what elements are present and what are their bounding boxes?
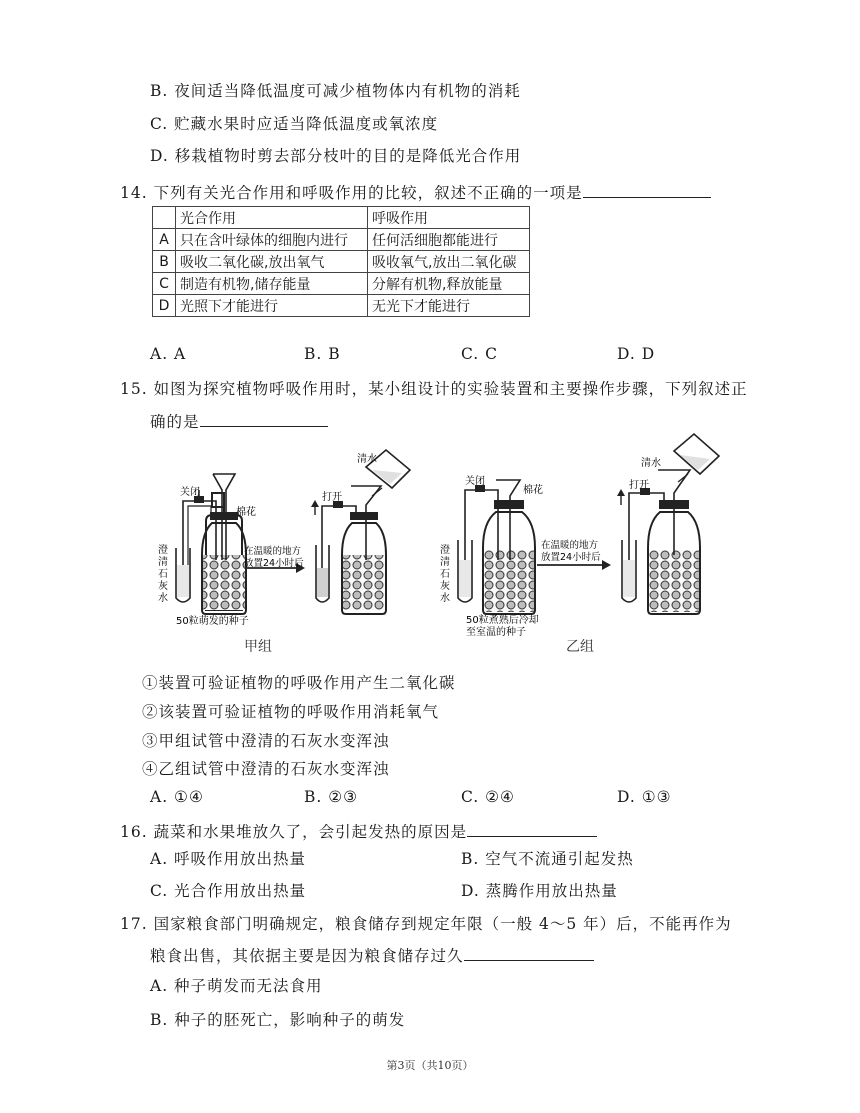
label-seeds-b-1: 50粒煮熟后冷却 [466, 615, 539, 626]
label-cotton: 棉花 [236, 507, 256, 518]
svg-text:石: 石 [440, 569, 450, 580]
q13-option-d: D. 移栽植物时剪去部分枝叶的目的是降低光合作用 [150, 147, 522, 165]
q15-stem-line1: 15. 如图为探究植物呼吸作用时，某小组设计的实验装置和主要操作步骤，下列叙述正 [120, 380, 748, 398]
q16-stem: 16. 蔬菜和水果堆放久了，会引起发热的原因是 [120, 820, 597, 842]
svg-text:清: 清 [158, 557, 168, 568]
label-arrow-b-2: 放置24小时后 [541, 552, 601, 563]
q15-statement-3: ③甲组试管中澄清的石灰水变浑浊 [142, 732, 390, 750]
q15-option-a: A. ①④ [150, 788, 204, 806]
q14-option-b: B. B [304, 345, 341, 363]
q16-option-d: D. 蒸腾作用放出热量 [461, 882, 618, 900]
svg-text:灰: 灰 [158, 581, 168, 592]
svg-text:澄: 澄 [158, 545, 168, 556]
table-header-row: 光合作用 呼吸作用 [153, 207, 530, 229]
table-row: C 制造有机物,储存能量 分解有机物,释放能量 [153, 273, 530, 295]
label-group-b: 乙组 [566, 639, 594, 655]
q17-stem-line2: 粮食出售，其依据主要是因为粮食储存过久 [150, 944, 594, 966]
q15-option-d: D. ①③ [617, 788, 672, 806]
table-row: B 吸收二氧化碳,放出氧气 吸收氧气,放出二氧化碳 [153, 251, 530, 273]
label-arrow-a-1: 在温暖的地方 [244, 546, 302, 557]
table-row: D 光照下才能进行 无光下才能进行 [153, 295, 530, 317]
label-limewater-b [440, 544, 450, 604]
label-open-b: 打开 [629, 480, 649, 491]
label-cotton-b: 棉花 [523, 485, 543, 496]
svg-text:石: 石 [158, 569, 168, 580]
q14-option-a: A. A [150, 345, 187, 363]
label-seeds-a: 50粒萌发的种子 [176, 616, 249, 627]
q15-statement-1: ①装置可验证植物的呼吸作用产生二氧化碳 [142, 674, 456, 692]
label-open-a: 打开 [322, 492, 342, 503]
q17-option-a: A. 种子萌发而无法食用 [150, 977, 323, 995]
q15-statement-4: ④乙组试管中澄清的石灰水变浑浊 [142, 760, 390, 778]
answer-blank [467, 820, 597, 837]
svg-text:灰: 灰 [440, 581, 450, 592]
q15-stem-line2: 确的是 [150, 410, 328, 432]
apparatus-b-after [617, 434, 719, 614]
q15-option-c: C. ②④ [461, 788, 515, 806]
q15-statement-2: ②该装置可验证植物的呼吸作用消耗氧气 [142, 703, 440, 721]
apparatus-b-before [458, 480, 535, 614]
q17-option-b: B. 种子的胚死亡，影响种子的萌发 [150, 1011, 406, 1029]
q13-option-c: C. 贮藏水果时应适当降低温度或氧浓度 [150, 115, 439, 133]
label-closed: 关闭 [180, 487, 200, 498]
q16-option-b: B. 空气不流通引起发热 [461, 850, 634, 868]
q17-stem-line1: 17. 国家粮食部门明确规定，粮食储存到规定年限（一般 4～5 年）后，不能再作为 [120, 915, 732, 933]
q16-option-c: C. 光合作用放出热量 [150, 882, 307, 900]
answer-blank [464, 944, 594, 961]
q14-option-d: D. D [617, 345, 656, 363]
label-limewater [158, 544, 168, 604]
label-water-a: 清水 [357, 454, 377, 465]
label-closed-b: 关闭 [465, 476, 485, 487]
label-arrow-b-1: 在温暖的地方 [541, 540, 599, 551]
q14-stem: 14. 下列有关光合作用和呼吸作用的比较，叙述不正确的一项是 [120, 181, 711, 203]
table-row: A 只在含叶绿体的细胞内进行 任何活细胞都能进行 [153, 229, 530, 251]
label-group-a: 甲组 [244, 639, 272, 655]
apparatus-a-after [311, 450, 410, 614]
svg-text:水: 水 [440, 593, 450, 604]
svg-text:水: 水 [158, 593, 168, 604]
svg-text:清: 清 [440, 557, 450, 568]
q16-option-a: A. 呼吸作用放出热量 [150, 850, 307, 868]
label-water-b: 清水 [641, 458, 661, 469]
q15-option-b: B. ②③ [304, 788, 359, 806]
label-arrow-a-2: 放置24小时后 [244, 558, 304, 569]
label-seeds-b-2: 至室温的种子 [466, 627, 526, 638]
page-footer: 第3页（共10页） [386, 1059, 474, 1072]
svg-text:澄: 澄 [440, 545, 450, 556]
q13-option-b: B. 夜间适当降低温度可减少植物体内有机物的消耗 [150, 82, 521, 100]
q14-option-c: C. C [461, 345, 499, 363]
